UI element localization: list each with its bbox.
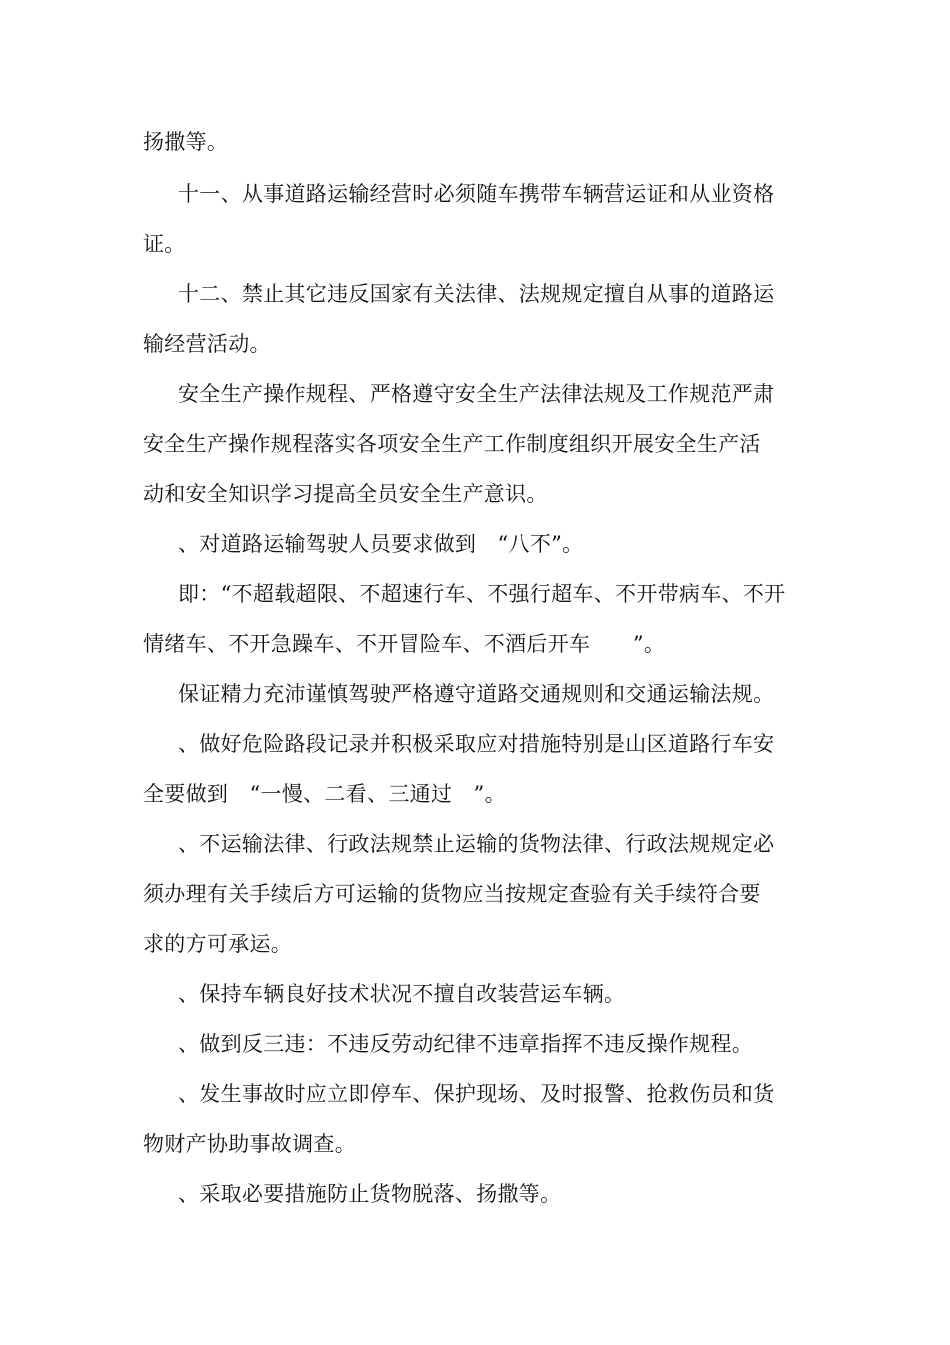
text-line: 物财产协助事故调查。 bbox=[143, 1132, 356, 1156]
text-line: 求的方可承运。 bbox=[143, 932, 293, 956]
text-line: 安全生产操作规程落实各项安全生产工作制度组织开展安全生产活 bbox=[143, 432, 761, 456]
text-line: 、对道路运输驾驶人员要求做到 “八不”。 bbox=[178, 532, 584, 556]
text-line: 输经营活动。 bbox=[143, 332, 271, 356]
text-line: 保证精力充沛谨慎驾驶严格遵守道路交通规则和交通运输法规。 bbox=[178, 682, 775, 706]
text-line: 扬撒等。 bbox=[143, 130, 229, 154]
text-line: 全要做到 “一慢、二看、三通过 ”。 bbox=[143, 782, 506, 806]
text-line: 、发生事故时应立即停车、保护现场、及时报警、抢救伤员和货 bbox=[178, 1082, 775, 1106]
text-line: 、做好危险路段记录并积极采取应对措施特别是山区道路行车安 bbox=[178, 732, 775, 756]
text-line: 即：“不超载超限、不超速行车、不强行超车、不开带病车、不开 bbox=[178, 582, 786, 606]
text-line: 安全生产操作规程、严格遵守安全生产法律法规及工作规范严肃 bbox=[178, 382, 775, 406]
text-line: 情绪车、不开急躁车、不开冒险车、不酒后开车 ”。 bbox=[143, 632, 666, 656]
text-line: 、不运输法律、行政法规禁止运输的货物法律、行政法规规定必 bbox=[178, 832, 775, 856]
text-line: 、采取必要措施防止货物脱落、扬撒等。 bbox=[178, 1182, 562, 1206]
text-line: 十一、从事道路运输经营时必须随车携带车辆营运证和从业资格 bbox=[178, 182, 775, 206]
text-line: 、做到反三违：不违反劳动纪律不违章指挥不违反操作规程。 bbox=[178, 1032, 754, 1056]
text-line: 证。 bbox=[143, 232, 186, 256]
text-line: 须办理有关手续后方可运输的货物应当按规定查验有关手续符合要 bbox=[143, 882, 761, 906]
text-line: 十二、禁止其它违反国家有关法律、法规规定擅自从事的道路运 bbox=[178, 282, 775, 306]
text-line: 、保持车辆良好技术状况不擅自改装营运车辆。 bbox=[178, 982, 626, 1006]
text-line: 动和安全知识学习提高全员安全生产意识。 bbox=[143, 482, 548, 506]
